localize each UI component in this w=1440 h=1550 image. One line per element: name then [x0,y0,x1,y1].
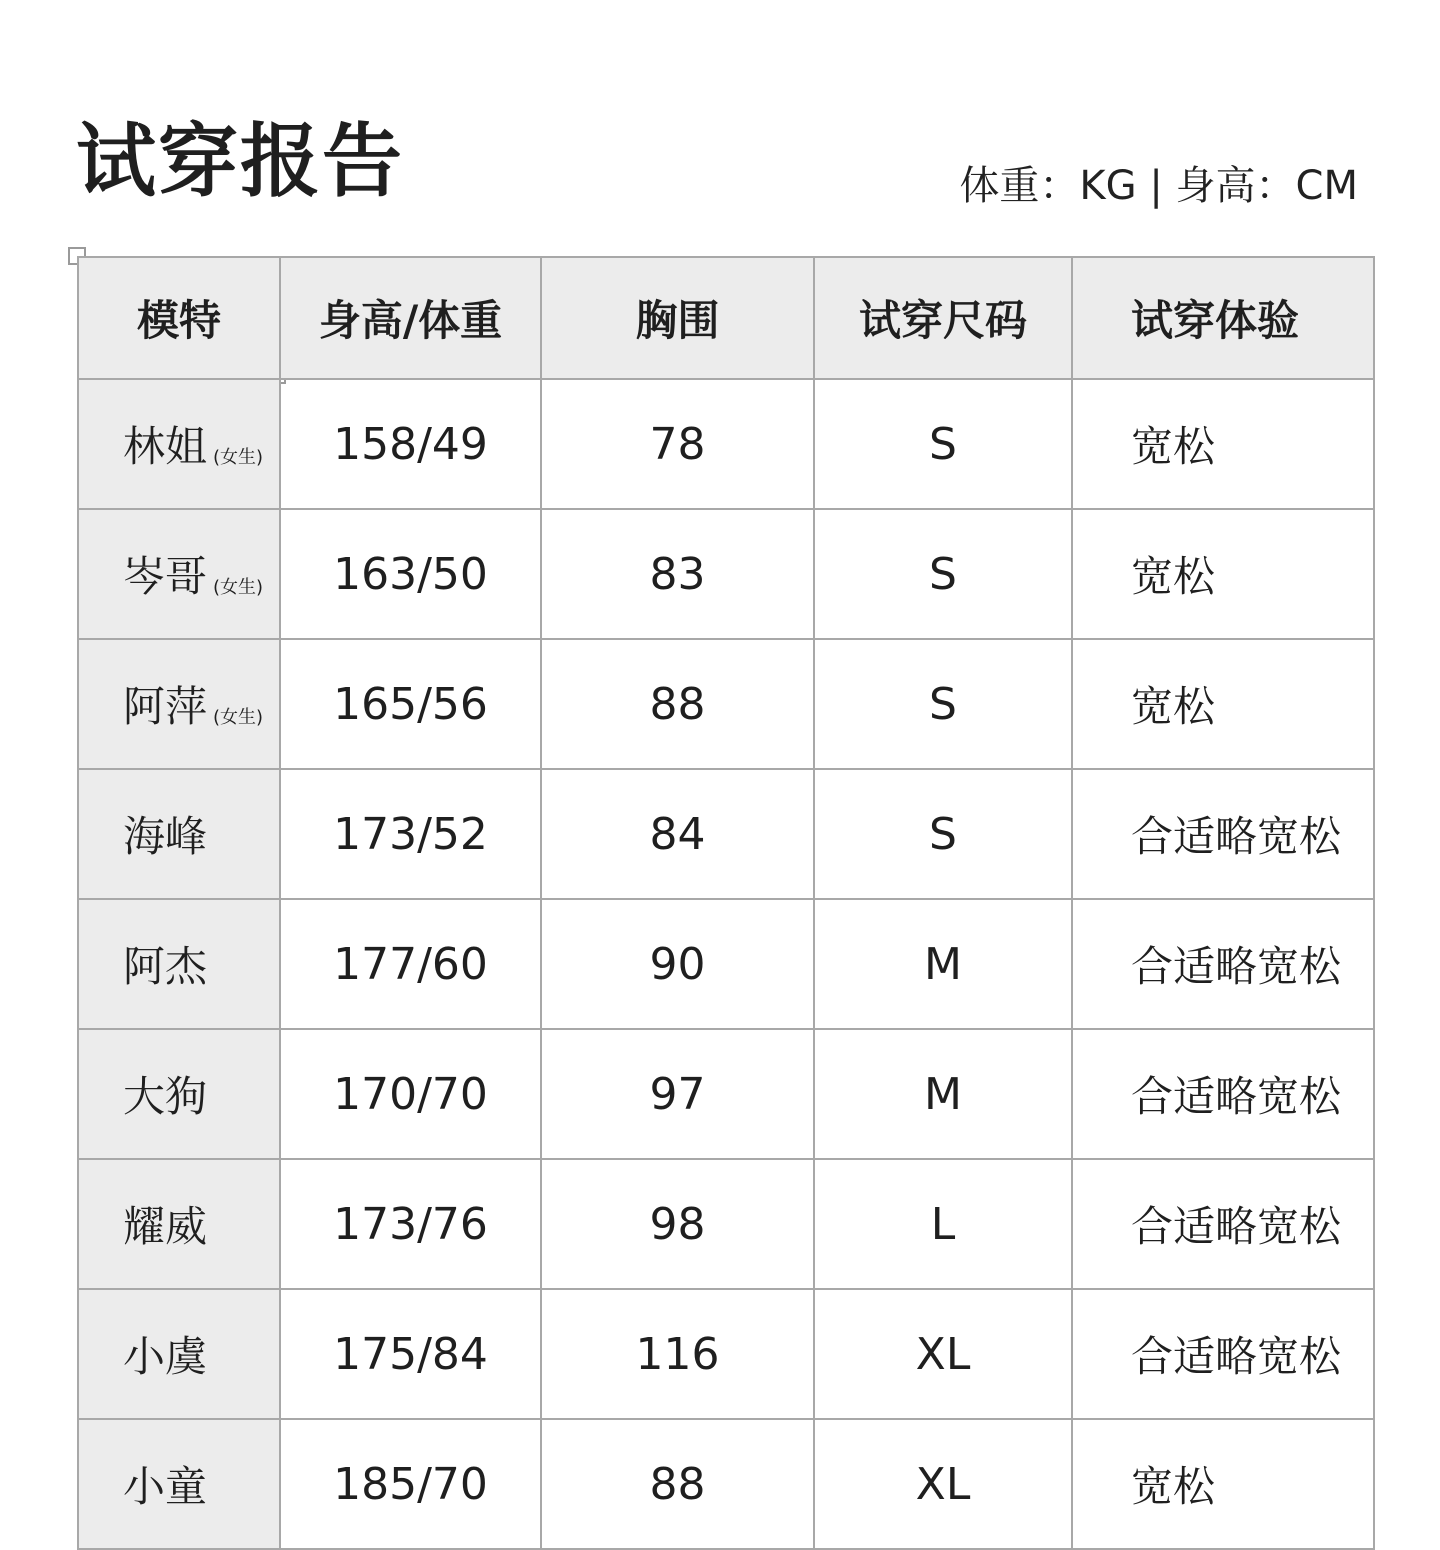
cell-model [78,379,280,509]
table-row [78,1289,1374,1419]
table-row [78,509,1374,639]
model-name: 海峰 [123,812,208,861]
cell-chest: 78 [541,379,814,509]
fitting-report-table [77,256,1375,1550]
model-name: 岑哥 [123,552,208,601]
model-note: (女生) [213,577,264,598]
table-row [78,1159,1374,1289]
cell-model [78,1159,280,1289]
cell-height-weight: 165/56 [280,639,541,769]
header-chest: 胸围 [541,257,814,379]
cell-chest: 88 [541,639,814,769]
cell-height-weight: 158/49 [280,379,541,509]
cell-height-weight: 177/60 [280,899,541,1029]
table-header-row [78,257,1374,379]
cell-model [78,1029,280,1159]
cell-height-weight: 173/52 [280,769,541,899]
cell-height-weight: 173/76 [280,1159,541,1289]
units-legend: 体重：KG | 身高：CM [959,163,1358,209]
model-name: 阿萍 [123,682,208,731]
model-name: 小虞 [123,1332,208,1381]
cell-chest: 116 [541,1289,814,1419]
cell-model [78,1419,280,1549]
page-title: 试穿报告 [76,115,404,208]
table-row [78,899,1374,1029]
cell-size: XL [814,1289,1072,1419]
table-row [78,639,1374,769]
cell-model [78,639,280,769]
model-name: 阿杰 [123,942,208,991]
cell-experience: 合适略宽松 [1072,1029,1374,1159]
header-height-weight: 身高/体重 [280,257,541,379]
model-note: (女生) [213,447,264,468]
fitting-report-table-container [77,256,1373,1550]
cell-experience: 宽松 [1072,639,1374,769]
cell-size: S [814,769,1072,899]
model-name: 大狗 [123,1072,208,1121]
cell-model [78,1289,280,1419]
cell-chest: 83 [541,509,814,639]
cell-model [78,509,280,639]
cell-experience: 合适略宽松 [1072,899,1374,1029]
cell-size: M [814,1029,1072,1159]
cell-model [78,899,280,1029]
table-row [78,1029,1374,1159]
cell-experience: 宽松 [1072,509,1374,639]
cell-height-weight: 170/70 [280,1029,541,1159]
table-row [78,1419,1374,1549]
cell-chest: 97 [541,1029,814,1159]
cell-size: XL [814,1419,1072,1549]
cell-model [78,769,280,899]
header-experience: 试穿体验 [1072,257,1374,379]
cell-experience: 宽松 [1072,1419,1374,1549]
model-note: (女生) [213,707,264,728]
cell-height-weight: 175/84 [280,1289,541,1419]
cell-experience: 合适略宽松 [1072,1159,1374,1289]
model-name: 耀威 [123,1202,208,1251]
header-size: 试穿尺码 [814,257,1072,379]
cell-height-weight: 163/50 [280,509,541,639]
cell-chest: 90 [541,899,814,1029]
cell-experience: 合适略宽松 [1072,769,1374,899]
cell-chest: 84 [541,769,814,899]
cell-size: M [814,899,1072,1029]
model-name: 林姐 [123,422,208,471]
header-model: 模特 [78,257,280,379]
cell-experience: 合适略宽松 [1072,1289,1374,1419]
model-name: 小童 [123,1462,208,1511]
cell-size: S [814,639,1072,769]
cell-size: S [814,379,1072,509]
cell-chest: 88 [541,1419,814,1549]
cell-experience: 宽松 [1072,379,1374,509]
cell-size: L [814,1159,1072,1289]
cell-height-weight: 185/70 [280,1419,541,1549]
table-row [78,769,1374,899]
cell-chest: 98 [541,1159,814,1289]
table-row [78,379,1374,509]
cell-size: S [814,509,1072,639]
